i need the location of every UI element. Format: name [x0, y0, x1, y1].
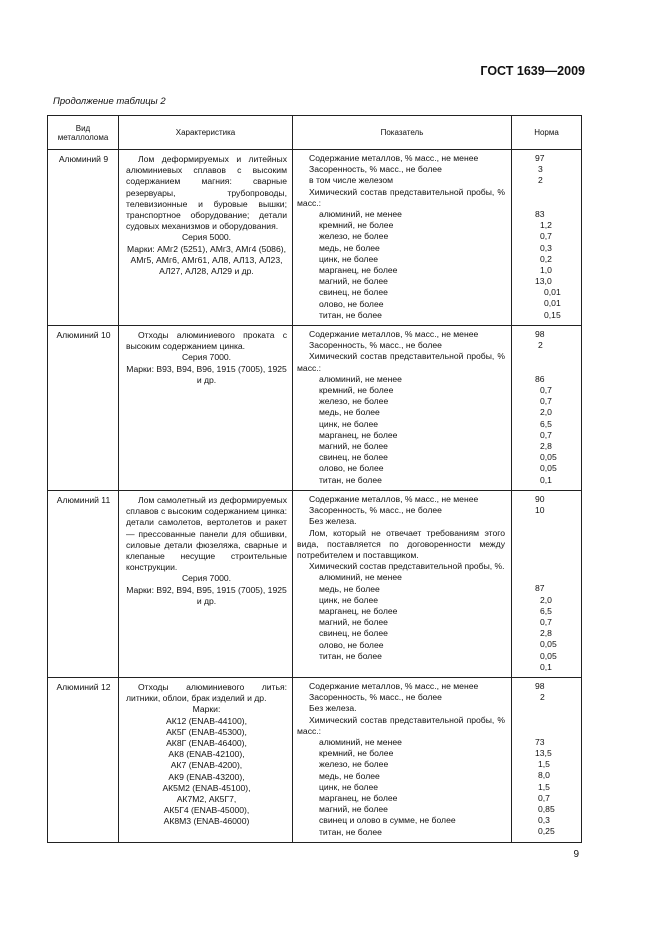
- indicator-line: свинец, не более: [319, 452, 388, 463]
- scrap-type-cell: Алюминий 12: [48, 677, 119, 842]
- header-characteristic: Характеристика: [119, 116, 293, 150]
- norm-value: 2,0: [540, 594, 552, 605]
- indicator-line: олово, не более: [319, 463, 384, 474]
- indicator-line: кремний, не более: [319, 220, 394, 231]
- norm-value: 6,5: [540, 605, 552, 616]
- norm-value: 1,5: [538, 781, 550, 792]
- indicator-line: магний, не более: [319, 441, 388, 452]
- indicator-line: магний, не более: [319, 617, 388, 628]
- grades-text: Марки: В92, В94, В95, 1915 (7005), 1925 и др.: [126, 584, 287, 606]
- indicator-line: Содержание металлов, % масс., не менее: [309, 153, 479, 163]
- indicator-line: Содержание металлов, % масс., не менее: [309, 493, 479, 504]
- indicator-line: Содержание металлов, % масс., не менее: [309, 680, 479, 691]
- grade-item: АК9 (ENAB-43200),: [168, 771, 245, 782]
- indicator-line: цинк, не более: [319, 781, 379, 792]
- norm-cell: [512, 150, 582, 326]
- norm-value: 0,7: [538, 792, 550, 803]
- scrap-type-cell: Алюминий 11: [48, 490, 119, 677]
- norm-value: 8,0: [538, 770, 550, 781]
- indicator-cell: [293, 677, 512, 842]
- metal-scrap-table: [47, 115, 582, 843]
- indicator-line: магний, не более: [319, 276, 388, 287]
- indicator-line: Химический состав представительной пробы, %.: [309, 561, 505, 572]
- indicator-line: марганец, не более: [319, 429, 398, 440]
- norm-value: 2,8: [540, 440, 552, 451]
- norm-value: 86: [535, 373, 545, 384]
- series-text: Серия 5000.: [181, 232, 232, 243]
- indicator-line: свинец, не более: [319, 628, 388, 639]
- norm-value: 0,1: [540, 474, 552, 485]
- grade-item: АК12 (ENAB-44100),: [166, 715, 247, 726]
- norm-value: 13,0: [535, 276, 552, 287]
- characteristic-text: Лом самолетный из деформируемых сплавов с высоким содержанием цинка: детали самолетов, вертолетов и ракет — прессованные панели для обшивки, силовые детали фюзеляжа, сварные и клепаные несущие строительные конструкции.: [126, 494, 287, 573]
- indicator-line: олово, не более: [319, 639, 384, 650]
- table-row: [48, 677, 582, 842]
- norm-value: 2,0: [540, 407, 552, 418]
- norm-value: 0,25: [538, 826, 555, 837]
- characteristic-cell: [119, 326, 293, 491]
- indicator-line: Химический состав представительной пробы, % масс.:: [297, 351, 505, 373]
- scrap-type-cell: Алюминий 9: [48, 150, 119, 326]
- norm-value: 0,2: [540, 253, 552, 264]
- indicator-line: алюминий, не менее: [319, 373, 402, 384]
- grades-text: Марки: В93, В94, В96, 1915 (7005), 1925 и др.: [126, 363, 287, 385]
- grade-item: АК7 (ENAB-4200),: [170, 760, 243, 771]
- indicator-line: магний, не более: [319, 804, 388, 815]
- series-text: Серия 7000.: [181, 352, 232, 363]
- indicator-line: олово, не более: [319, 298, 384, 309]
- norm-value: 0,85: [538, 804, 555, 814]
- indicator-line: марганец, не более: [319, 792, 398, 803]
- norm-value: 0,7: [540, 616, 552, 627]
- indicator-line: медь, не более: [319, 407, 380, 418]
- characteristic-cell: [119, 490, 293, 677]
- table-row: [48, 150, 582, 326]
- norm-value: 2: [540, 692, 545, 703]
- indicator-line: титан, не более: [319, 826, 382, 837]
- table-row: [48, 490, 582, 677]
- norm-value: 0,7: [540, 231, 552, 242]
- indicator-line: цинк, не более: [319, 418, 379, 429]
- indicator-line: кремний, не более: [319, 385, 394, 396]
- grade-item: АК7М2, АК5Г7,: [176, 793, 237, 804]
- characteristic-cell: [119, 677, 293, 842]
- norm-value: 0,05: [540, 639, 557, 650]
- indicator-line: Засоренность, % масс., не более: [309, 692, 442, 703]
- norm-value: 0,15: [544, 309, 561, 320]
- norm-value: 3: [538, 164, 543, 175]
- indicator-line: Засоренность, % масс., не более: [309, 164, 442, 175]
- norm-value: 97: [535, 153, 545, 163]
- grade-item: АК8 (ENAB-42100),: [168, 749, 245, 760]
- table-row: [48, 326, 582, 491]
- table-continuation-label: Продолжение таблицы 2: [53, 96, 166, 107]
- indicator-line: Химический состав представительной пробы, % масс.:: [297, 714, 505, 736]
- norm-value: 90: [535, 493, 545, 504]
- norm-value: 0,05: [540, 650, 557, 661]
- norm-value: 0,3: [538, 815, 550, 826]
- indicator-line: свинец и олово в сумме, не более: [319, 815, 456, 826]
- indicator-line: железо, не более: [319, 759, 389, 770]
- norm-value: 6,5: [540, 418, 552, 429]
- norm-value: 0,05: [540, 452, 557, 463]
- characteristic-cell: [119, 150, 293, 326]
- norm-value: 10: [535, 505, 545, 516]
- scrap-type-cell: Алюминий 10: [48, 326, 119, 491]
- indicator-line: железо, не более: [319, 231, 389, 242]
- norm-value: 98: [535, 680, 545, 691]
- indicator-line: медь, не более: [319, 770, 380, 781]
- norm-cell: [512, 677, 582, 842]
- grade-item: АК8М3 (ENAB-46000): [163, 816, 250, 827]
- indicator-cell: [293, 490, 512, 677]
- norm-value: 1,0: [540, 264, 552, 275]
- indicator-line: в том числе железом: [309, 175, 394, 186]
- norm-value: 2: [538, 340, 543, 351]
- grades-text: Марки: АМг2 (5251), АМг3, АМг4 (5086), АМг5, АМг6, АМг61, АЛ8, АЛ13, АЛ23, АЛ27, АЛ28, АЛ29 и др.: [127, 243, 286, 277]
- norm-value: 0,7: [540, 396, 552, 407]
- norm-value: 83: [535, 208, 545, 219]
- grade-item: АК5Г4 (ENAB-45000),: [163, 805, 250, 816]
- indicator-line: кремний, не более: [319, 748, 394, 759]
- indicator-line: медь, не более: [319, 242, 380, 253]
- norm-value: 0,05: [540, 463, 557, 474]
- norm-value: 2,8: [540, 628, 552, 639]
- characteristic-text: Отходы алюминиевого проката с высоким содержанием цинка.: [126, 330, 287, 352]
- indicator-line: титан, не более: [319, 474, 382, 485]
- indicator-line: алюминий, не менее: [319, 209, 402, 220]
- indicator-line: титан, не более: [319, 309, 382, 320]
- indicator-line: марганец, не более: [319, 265, 398, 276]
- norm-value: 1,5: [538, 759, 550, 770]
- grade-item: АК5М2 (ENAB-45100),: [162, 782, 251, 793]
- indicator-line: свинец, не более: [319, 287, 388, 298]
- indicator-line: титан, не более: [319, 650, 382, 661]
- norm-value: 0,01: [544, 298, 561, 309]
- norm-value: 0,3: [540, 242, 552, 253]
- page-number: 9: [573, 849, 579, 860]
- norm-value: 13,5: [535, 748, 552, 759]
- characteristic-text: Лом деформируемых и литейных алюминиевых сплавов с высоким содержанием магния: сварные резервуары, трубопроводы, телевизионные и буровые вышки; транспортное оборудование; детали судовых механизмов и оборудования.: [126, 154, 287, 232]
- norm-cell: [512, 490, 582, 677]
- indicator-line: Без железа.: [309, 516, 357, 527]
- indicator-line: цинк, не более: [319, 253, 379, 264]
- header-indicator: Показатель: [293, 116, 512, 150]
- norm-value: 73: [535, 736, 545, 747]
- norm-value: 1,2: [540, 220, 552, 231]
- norm-value: 0,7: [540, 385, 552, 395]
- norm-value: 0,7: [540, 429, 552, 440]
- indicator-cell: [293, 326, 512, 491]
- indicator-cell: [293, 150, 512, 326]
- header-scrap-type: Вид металлолома: [48, 116, 119, 150]
- norm-value: 87: [535, 583, 545, 594]
- norm-cell: [512, 326, 582, 491]
- grade-item: АК5Г (ENAB-45300),: [166, 726, 247, 737]
- indicator-line: Содержание металлов, % масс., не менее: [309, 329, 479, 340]
- indicator-line: Химический состав представительной пробы, % масс.:: [297, 186, 505, 208]
- indicator-line: железо, не более: [319, 396, 389, 407]
- norm-value: 2: [538, 175, 543, 186]
- indicator-line: Без железа.: [309, 703, 357, 714]
- series-text: Серия 7000.: [181, 573, 232, 584]
- indicator-note: Лом, который не отвечает требованиям этого вида, поставляется по договоренности между потребителем и поставщиком.: [297, 527, 505, 560]
- norm-value: 98: [535, 329, 545, 340]
- indicator-line: Засоренность, % масс., не более: [309, 340, 442, 351]
- characteristic-text: Отходы алюминиевого литья: литники, облои, брак изделий и др.: [126, 681, 287, 704]
- indicator-line: медь, не более: [319, 583, 380, 594]
- indicator-line: алюминий, не менее: [319, 736, 402, 747]
- indicator-line: алюминий, не менее: [319, 572, 402, 583]
- indicator-line: Засоренность, % масс., не более: [309, 505, 442, 516]
- table-header-row: [48, 116, 582, 150]
- norm-value: 0,01: [544, 287, 561, 298]
- indicator-line: марганец, не более: [319, 605, 398, 616]
- document-code: ГОСТ 1639—2009: [480, 64, 585, 78]
- norm-value: 0,1: [540, 661, 552, 672]
- header-norm: Норма: [512, 116, 582, 150]
- grades-label: Марки:: [192, 704, 221, 715]
- indicator-line: цинк, не более: [319, 594, 379, 605]
- grade-item: АК8Г (ENAB-46400),: [166, 737, 247, 748]
